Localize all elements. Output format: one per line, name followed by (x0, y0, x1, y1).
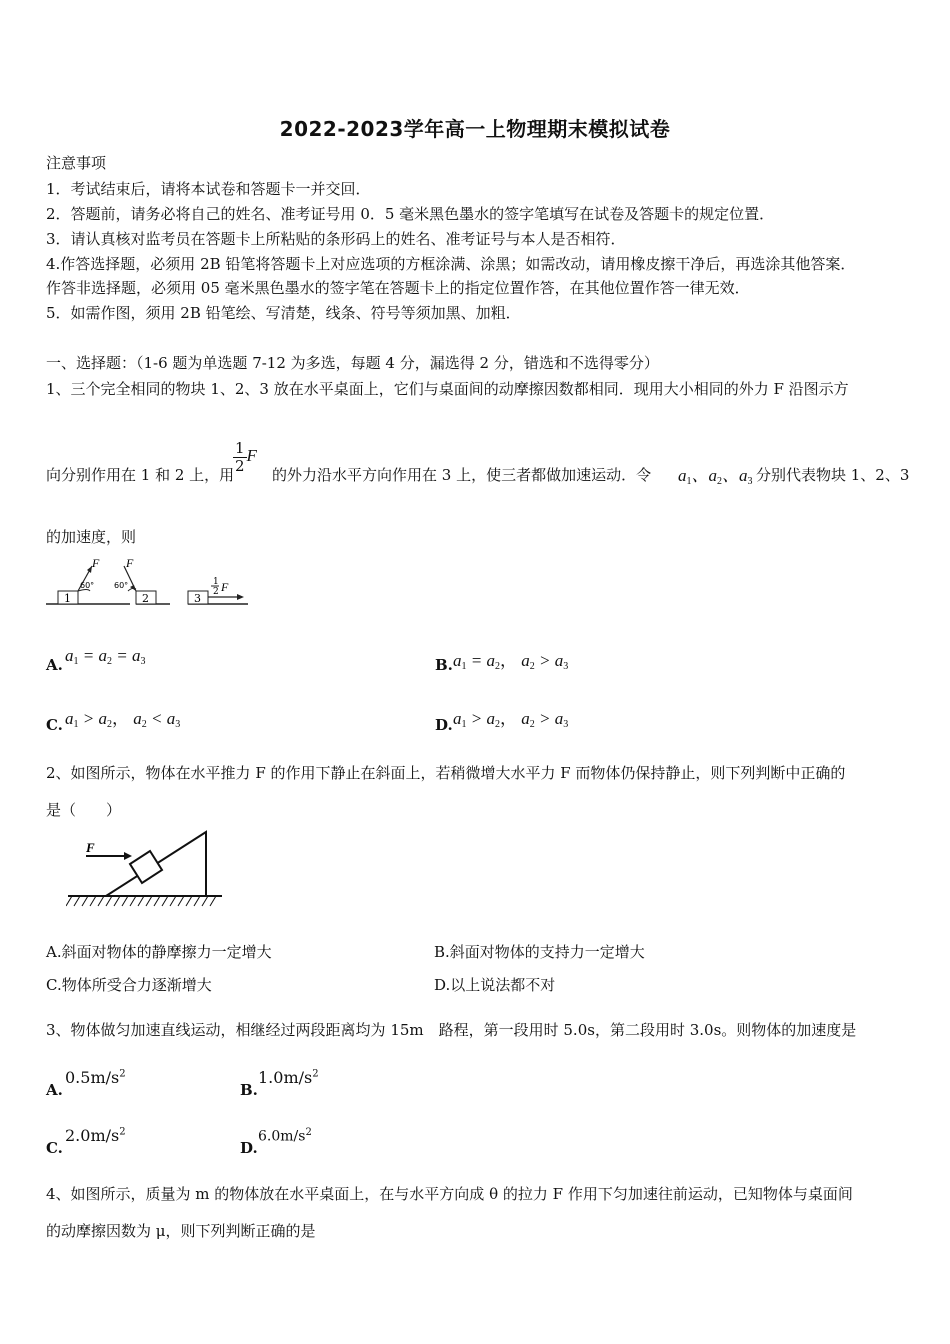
block-3-label: 3 (194, 592, 201, 605)
angle-label-1: 60° (80, 581, 95, 590)
q3-option-d: $6.0m/s^2$ (258, 1127, 312, 1145)
notice-item: 3．请认真核对监考员在答题卡上所粘贴的条形码上的姓名、准考证号与本人是否相符． (46, 230, 626, 248)
q1-option-c-letter: C. (46, 716, 63, 734)
svg-text:F: F (221, 580, 229, 594)
notice-item: 2．答题前，请务必将自己的姓名、准考证号用 0．5 毫米黑色墨水的签字笔填写在试卷及答题卡的规定位置． (46, 205, 775, 223)
q2-incline-figure (66, 828, 226, 910)
q1-half-fraction: $\frac{1}{2}$ F (235, 439, 257, 475)
q2-option-c: C.物体所受合力逐渐增大 (46, 976, 212, 994)
q1-line1: 1、三个完全相同的物块 1、2、3 放在水平桌面上，它们与桌面间的动摩擦因数都相同．现用大小相同的外力 F 沿图示方 (46, 380, 849, 398)
q3-option-c: $2.0m/s^2$ (65, 1126, 126, 1145)
svg-text:2: 2 (213, 587, 219, 597)
q1-option-d-letter: D. (435, 716, 453, 734)
notice-item: 1．考试结束后，请将本试卷和答题卡一并交回． (46, 180, 371, 198)
notice-item: 4.作答选择题，必须用 2B 铅笔将答题卡上对应选项的方框涂满、涂黑；如需改动，请用橡皮擦干净后，再选涂其他答案． (46, 255, 856, 273)
q3-line1: 3、物体做匀加速直线运动，相继经过两段距离均为 15m 路程，第一段用时 5.0s，第二段用时 3.0s。则物体的加速度是 (46, 1021, 857, 1039)
q4-line2: 的动摩擦因数为 μ，则下列判断正确的是 (46, 1222, 316, 1240)
q1-option-b-letter: B. (435, 656, 453, 674)
q1-option-a: $a_1 = a_2 = a_3$ (65, 646, 146, 667)
section-heading: 一、选择题：（1-6 题为单选题 7-12 为多选，每题 4 分，漏选得 2 分，错选和不选得零分） (46, 354, 659, 372)
q3-option-b: $1.0m/s^2$ (258, 1068, 319, 1087)
block-1-label: 1 (64, 592, 71, 605)
force-label: F (86, 840, 95, 855)
q1-option-b: $a_1 = a_2$， $a_2 > a_3$ (453, 651, 569, 672)
notice-item: 作答非选择题，必须用 05 毫米黑色墨水的签字笔在答题卡上的指定位置作答，在其他位置作答一律无效． (46, 279, 750, 297)
q2-line2: 是（ ） (46, 801, 122, 819)
q1-option-c: $a_1 > a_2$， $a_2 < a_3$ (65, 709, 181, 730)
q2-option-a: A.斜面对物体的静摩擦力一定增大 (46, 943, 272, 961)
force-label-1: F (92, 556, 100, 570)
q3-option-b-letter: B. (240, 1081, 258, 1099)
svg-text:1: 1 (213, 577, 219, 587)
notice-heading: 注意事项 (46, 154, 107, 172)
page-title: 2022-2023学年高一上物理期末模拟试卷 (279, 117, 671, 141)
q2-line1: 2、如图所示，物体在水平推力 F 的作用下静止在斜面上，若稍微增大水平力 F 而物体仍保持静止，则下列判断中正确的 (46, 764, 846, 782)
q2-option-b: B.斜面对物体的支持力一定增大 (434, 943, 645, 961)
notice-item: 5．如需作图，须用 2B 铅笔绘、写清楚，线条、符号等须加黑、加粗． (46, 304, 521, 322)
q2-option-d: D.以上说法都不对 (434, 976, 556, 994)
q3-option-d-letter: D. (240, 1139, 258, 1157)
q1-line2-c: 分别代表物块 1、2、3 (756, 466, 910, 484)
angle-label-2: 60° (114, 581, 129, 590)
q1-accel-symbols: $a_1$、$a_2$、$a_3$ (678, 466, 753, 487)
q3-option-a-letter: A. (46, 1081, 63, 1099)
force-label-2: F (126, 556, 134, 570)
q3-option-a: $0.5m/s^2$ (65, 1068, 126, 1087)
q1-option-d: $a_1 > a_2$， $a_2 > a_3$ (453, 709, 569, 730)
q1-line3: 的加速度，则 (46, 528, 137, 546)
q3-option-c-letter: C. (46, 1139, 63, 1157)
q1-figure (44, 556, 250, 608)
q4-line1: 4、如图所示，质量为 m 的物体放在水平桌面上，在与水平方向成 θ 的拉力 F 作用下匀加速往前运动，已知物体与桌面间 (46, 1185, 853, 1203)
q1-line2-a: 向分别作用在 1 和 2 上，用 (46, 466, 235, 484)
q1-option-a-letter: A. (46, 656, 63, 674)
q1-line2-b: 的外力沿水平方向作用在 3 上，使三者都做加速运动．令 (272, 466, 652, 484)
block-2-label: 2 (142, 592, 149, 605)
